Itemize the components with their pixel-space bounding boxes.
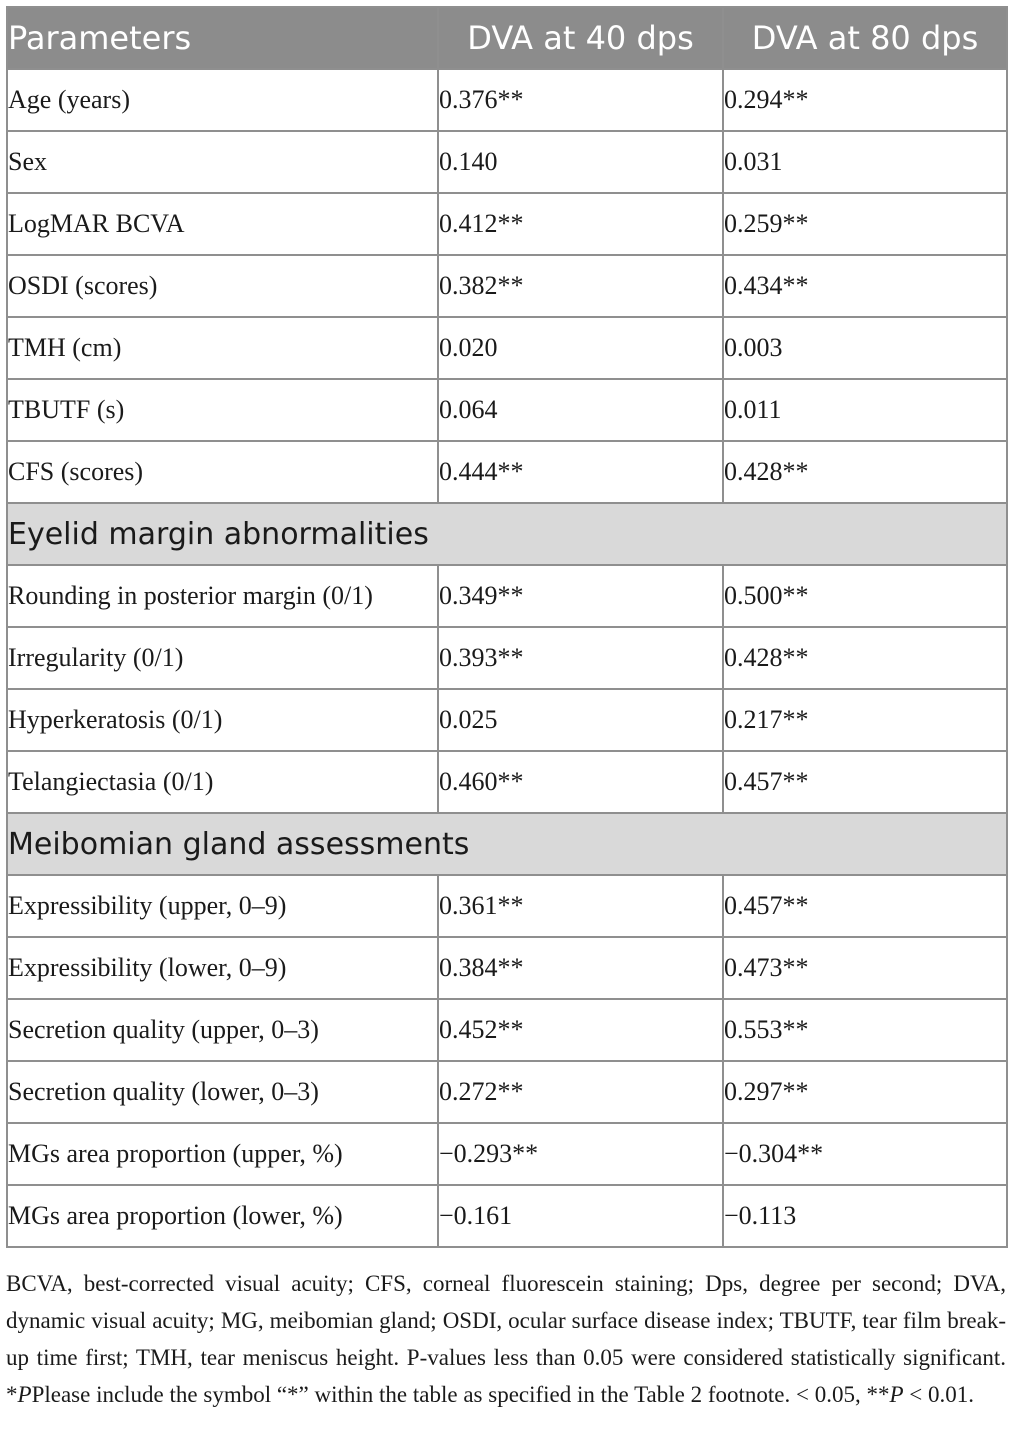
footnote-end: < 0.01. xyxy=(903,1382,975,1407)
value-40: 0.412** xyxy=(438,193,723,255)
value-80: 0.297** xyxy=(723,1061,1007,1123)
value-80: −0.113 xyxy=(723,1185,1007,1247)
value-80: 0.217** xyxy=(723,689,1007,751)
table-row xyxy=(7,193,1007,255)
value-80: 0.294** xyxy=(723,69,1007,131)
value-40: 0.020 xyxy=(438,317,723,379)
value-40: 0.361** xyxy=(438,875,723,937)
table-row xyxy=(7,69,1007,131)
value-40: 0.272** xyxy=(438,1061,723,1123)
table-row xyxy=(7,627,1007,689)
header-row xyxy=(7,7,1007,69)
value-80: 0.031 xyxy=(723,131,1007,193)
footnote-mid: Please include the symbol “*” within the table as specified in the Table 2 footnote. < 0.05, ** xyxy=(31,1382,890,1407)
row-label: Irregularity (0/1) xyxy=(7,627,438,689)
row-label: Sex xyxy=(7,131,438,193)
row-label: Secretion quality (lower, 0–3) xyxy=(7,1061,438,1123)
row-label: LogMAR BCVA xyxy=(7,193,438,255)
table-row xyxy=(7,751,1007,813)
value-40: 0.349** xyxy=(438,565,723,627)
value-40: 0.025 xyxy=(438,689,723,751)
value-80: 0.457** xyxy=(723,751,1007,813)
header-dva-40: DVA at 40 dps xyxy=(438,7,723,69)
value-80: 0.011 xyxy=(723,379,1007,441)
table-row xyxy=(7,131,1007,193)
table-row xyxy=(7,999,1007,1061)
value-40: 0.393** xyxy=(438,627,723,689)
footnote-p-symbol: P xyxy=(17,1382,32,1407)
value-80: 0.434** xyxy=(723,255,1007,317)
value-40: 0.382** xyxy=(438,255,723,317)
row-label: TMH (cm) xyxy=(7,317,438,379)
row-label: MGs area proportion (upper, %) xyxy=(7,1123,438,1185)
row-label: CFS (scores) xyxy=(7,441,438,503)
table-footnote xyxy=(6,1265,1006,1413)
row-label: MGs area proportion (lower, %) xyxy=(7,1185,438,1247)
value-40: 0.064 xyxy=(438,379,723,441)
table-row xyxy=(7,379,1007,441)
row-label: Rounding in posterior margin (0/1) xyxy=(7,565,438,627)
row-label: OSDI (scores) xyxy=(7,255,438,317)
value-40: 0.376** xyxy=(438,69,723,131)
table-row xyxy=(7,1123,1007,1185)
section-row-eyelid xyxy=(7,503,1007,565)
row-label: Expressibility (upper, 0–9) xyxy=(7,875,438,937)
value-40: 0.140 xyxy=(438,131,723,193)
row-label: Age (years) xyxy=(7,69,438,131)
table-row xyxy=(7,937,1007,999)
row-label: TBUTF (s) xyxy=(7,379,438,441)
section-row-meibomian xyxy=(7,813,1007,875)
table-row xyxy=(7,255,1007,317)
value-80: −0.304** xyxy=(723,1123,1007,1185)
value-40: −0.161 xyxy=(438,1185,723,1247)
footnote-p-symbol: P xyxy=(889,1382,904,1407)
value-40: 0.384** xyxy=(438,937,723,999)
table-row xyxy=(7,441,1007,503)
header-dva-80: DVA at 80 dps xyxy=(723,7,1007,69)
table-row xyxy=(7,875,1007,937)
row-label: Expressibility (lower, 0–9) xyxy=(7,937,438,999)
value-80: 0.473** xyxy=(723,937,1007,999)
header-parameters: Parameters xyxy=(7,7,438,69)
value-80: 0.428** xyxy=(723,441,1007,503)
value-40: 0.444** xyxy=(438,441,723,503)
row-label: Hyperkeratosis (0/1) xyxy=(7,689,438,751)
section-title-eyelid: Eyelid margin abnormalities xyxy=(7,503,1007,565)
value-40: 0.452** xyxy=(438,999,723,1061)
row-label: Secretion quality (upper, 0–3) xyxy=(7,999,438,1061)
section-title-meibomian: Meibomian gland assessments xyxy=(7,813,1007,875)
table-row xyxy=(7,689,1007,751)
value-40: −0.293** xyxy=(438,1123,723,1185)
table-row xyxy=(7,1185,1007,1247)
value-40: 0.460** xyxy=(438,751,723,813)
footnote-main: BCVA, best-corrected visual acuity; CFS, corneal fluorescein staining; Dps, degree per second; DVA, dynamic visual acuity; MG, meibomian gland; OSDI, ocular surface disease index; TBUTF, tear film break-up time first; TMH, tear meniscus height. P-values less than 0.05 were considered statistically significant. * xyxy=(6,1271,1006,1407)
correlation-table xyxy=(6,6,1008,1248)
value-80: 0.553** xyxy=(723,999,1007,1061)
table-row xyxy=(7,1061,1007,1123)
value-80: 0.500** xyxy=(723,565,1007,627)
value-80: 0.003 xyxy=(723,317,1007,379)
table-row xyxy=(7,565,1007,627)
value-80: 0.428** xyxy=(723,627,1007,689)
table-container xyxy=(6,6,1006,1248)
table-row xyxy=(7,317,1007,379)
row-label: Telangiectasia (0/1) xyxy=(7,751,438,813)
value-80: 0.457** xyxy=(723,875,1007,937)
value-80: 0.259** xyxy=(723,193,1007,255)
